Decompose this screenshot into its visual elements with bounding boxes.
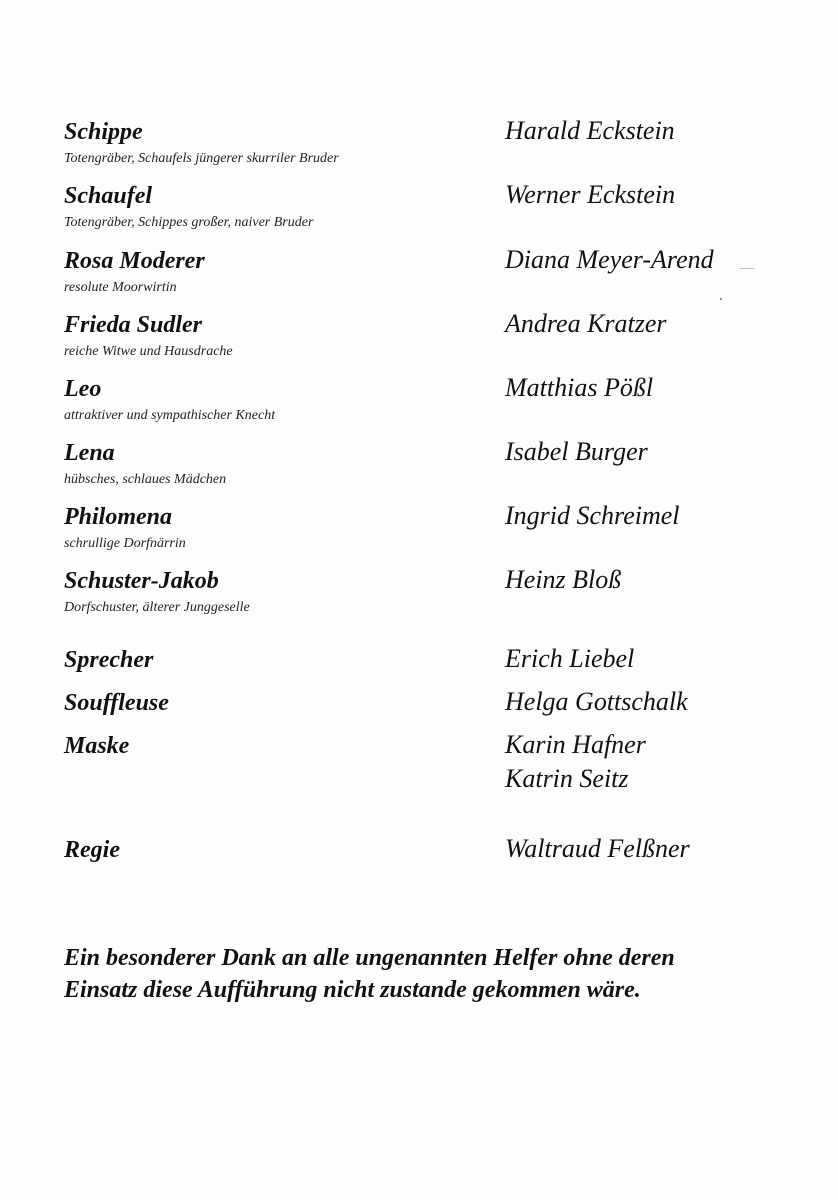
- role-name: Schuster-Jakob: [64, 568, 219, 594]
- role-name: Frieda Sudler: [64, 312, 203, 338]
- actor-name: Diana Meyer-Arend: [505, 245, 714, 274]
- crew-member: Helga Gottschalk: [505, 687, 688, 716]
- actor-name: Harald Eckstein: [505, 116, 675, 145]
- actor-name: Werner Eckstein: [505, 180, 676, 209]
- thanks-line-2: Einsatz diese Aufführung nicht zustande gekommen wäre.: [64, 977, 641, 1003]
- crew-member: Erich Liebel: [505, 644, 635, 673]
- scan-mark: [740, 268, 754, 269]
- role-description: Totengräber, Schaufels jüngerer skurriler Bruder: [64, 151, 339, 166]
- actor-name: Isabel Burger: [505, 437, 648, 466]
- role-description: reiche Witwe und Hausdrache: [64, 344, 233, 359]
- actor-name: Ingrid Schreimel: [505, 501, 680, 530]
- crew-role: Regie: [64, 837, 120, 863]
- role-name: Schaufel: [64, 183, 153, 209]
- role-description: attraktiver und sympathischer Knecht: [64, 408, 276, 423]
- crew-member: Katrin Seitz: [505, 764, 629, 793]
- role-description: resolute Moorwirtin: [64, 280, 177, 295]
- crew-role: Maske: [64, 733, 130, 759]
- actor-name: Heinz Bloß: [505, 565, 622, 594]
- role-name: Philomena: [64, 504, 173, 530]
- crew-member: Waltraud Felßner: [505, 834, 690, 863]
- role-description: hübsches, schlaues Mädchen: [64, 472, 227, 487]
- role-description: Dorfschuster, älterer Junggeselle: [64, 600, 250, 615]
- role-name: Rosa Moderer: [64, 248, 205, 274]
- thanks-note: [64, 942, 824, 1006]
- role-name: Schippe: [64, 119, 143, 145]
- crew-role: Souffleuse: [64, 690, 169, 716]
- role-description: schrullige Dorfnärrin: [64, 536, 186, 551]
- scan-speck: [720, 298, 722, 300]
- crew-member: Karin Hafner: [505, 730, 646, 759]
- role-name: Leo: [64, 376, 102, 402]
- thanks-line-1: Ein besonderer Dank an alle ungenannten Helfer ohne deren: [64, 945, 675, 971]
- actor-name: Andrea Kratzer: [505, 309, 667, 338]
- actor-name: Matthias Pößl: [505, 373, 654, 402]
- role-name: Lena: [64, 440, 115, 466]
- role-description: Totengräber, Schippes großer, naiver Bruder: [64, 215, 314, 230]
- crew-role: Sprecher: [64, 647, 154, 673]
